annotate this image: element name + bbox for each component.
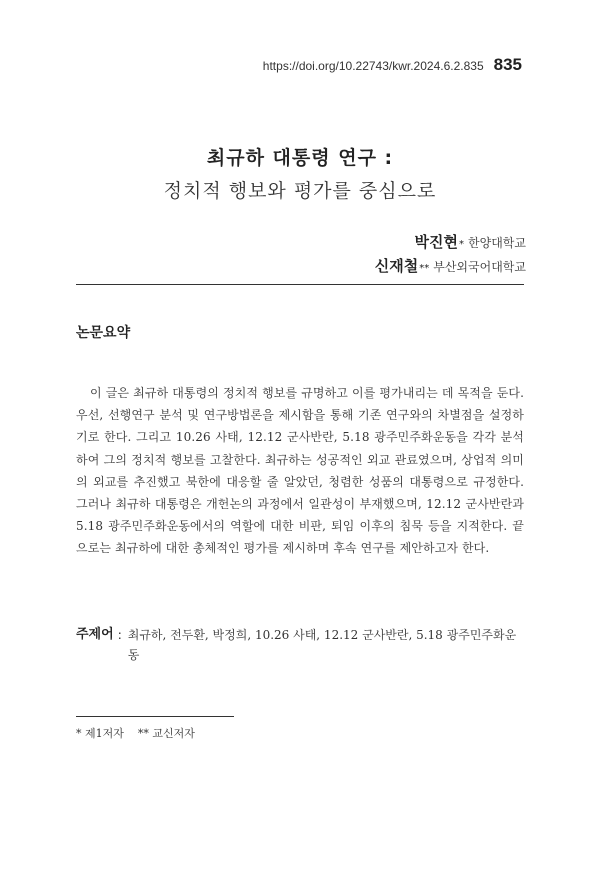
keywords xyxy=(76,625,524,665)
author-mark: * xyxy=(459,239,465,250)
author-affiliation: 부산외국어대학교 xyxy=(433,260,526,274)
author-name: 신재철 xyxy=(374,257,419,275)
keywords-label: 주제어 xyxy=(76,627,114,642)
keywords-colon: : xyxy=(117,628,122,642)
author-item xyxy=(375,255,526,276)
footnotes xyxy=(76,725,195,741)
title-subtitle: 정치적 행보와 평가를 중심으로 xyxy=(163,180,437,202)
header-divider xyxy=(76,284,524,285)
abstract-heading: 논문요약 xyxy=(76,325,131,341)
keywords-text: 최규하, 전두환, 박정희, 10.26 사태, 12.12 군사반란, 5.18 광주민주화운동 xyxy=(127,628,517,662)
author-name: 박진현 xyxy=(414,233,459,251)
paper-title xyxy=(0,143,600,203)
author-affiliation: 한양대학교 xyxy=(468,236,526,250)
page-header xyxy=(263,55,522,75)
doi-link[interactable]: https://doi.org/10.22743/kwr.2024.6.2.835 xyxy=(262,59,484,73)
author-item xyxy=(375,231,526,252)
abstract-body: 이 글은 최규하 대통령의 정치적 행보를 규명하고 이를 평가내리는 데 목적을 둔다. 우선, 선행연구 분석 및 연구방법론을 제시함을 통해 기존 연구와의 차별점을 설정하기로 한다. 그리고 10.26 사태, 12.12 군사반란, 5.18 광주민주화운동을 각각 분석하여 그의 정치적 행보를 고찰한다. 최규하는 성공적인 외교 관료였으며, 상업적 의미의 외교를 추진했고 북한에 대응할 줄 알았던, 청렴한 성품의 대통령으로 규정한다. 그러나 최규하 대통령은 개헌논의 과정에서 일관성이 부재했으며, 12.12 군사반란과 5.18 광주민주화운동에서의 역할에 대한 비판, 퇴임 이후의 침묵 등을 지적한다. 끝으로는 최규하에 대한 총체적인 평가를 제시하며 후속 연구를 제안하고자 한다. xyxy=(76,386,524,556)
footnote-divider xyxy=(76,716,234,717)
footnote-corresponding-author: ** 교신저자 xyxy=(137,727,195,740)
author-mark: ** xyxy=(419,263,430,274)
page-number: 835 xyxy=(493,55,522,74)
footnote-first-author: * 제1저자 xyxy=(76,727,124,740)
author-list xyxy=(375,231,526,279)
title-main: 최규하 대통령 연구 : xyxy=(206,147,394,169)
